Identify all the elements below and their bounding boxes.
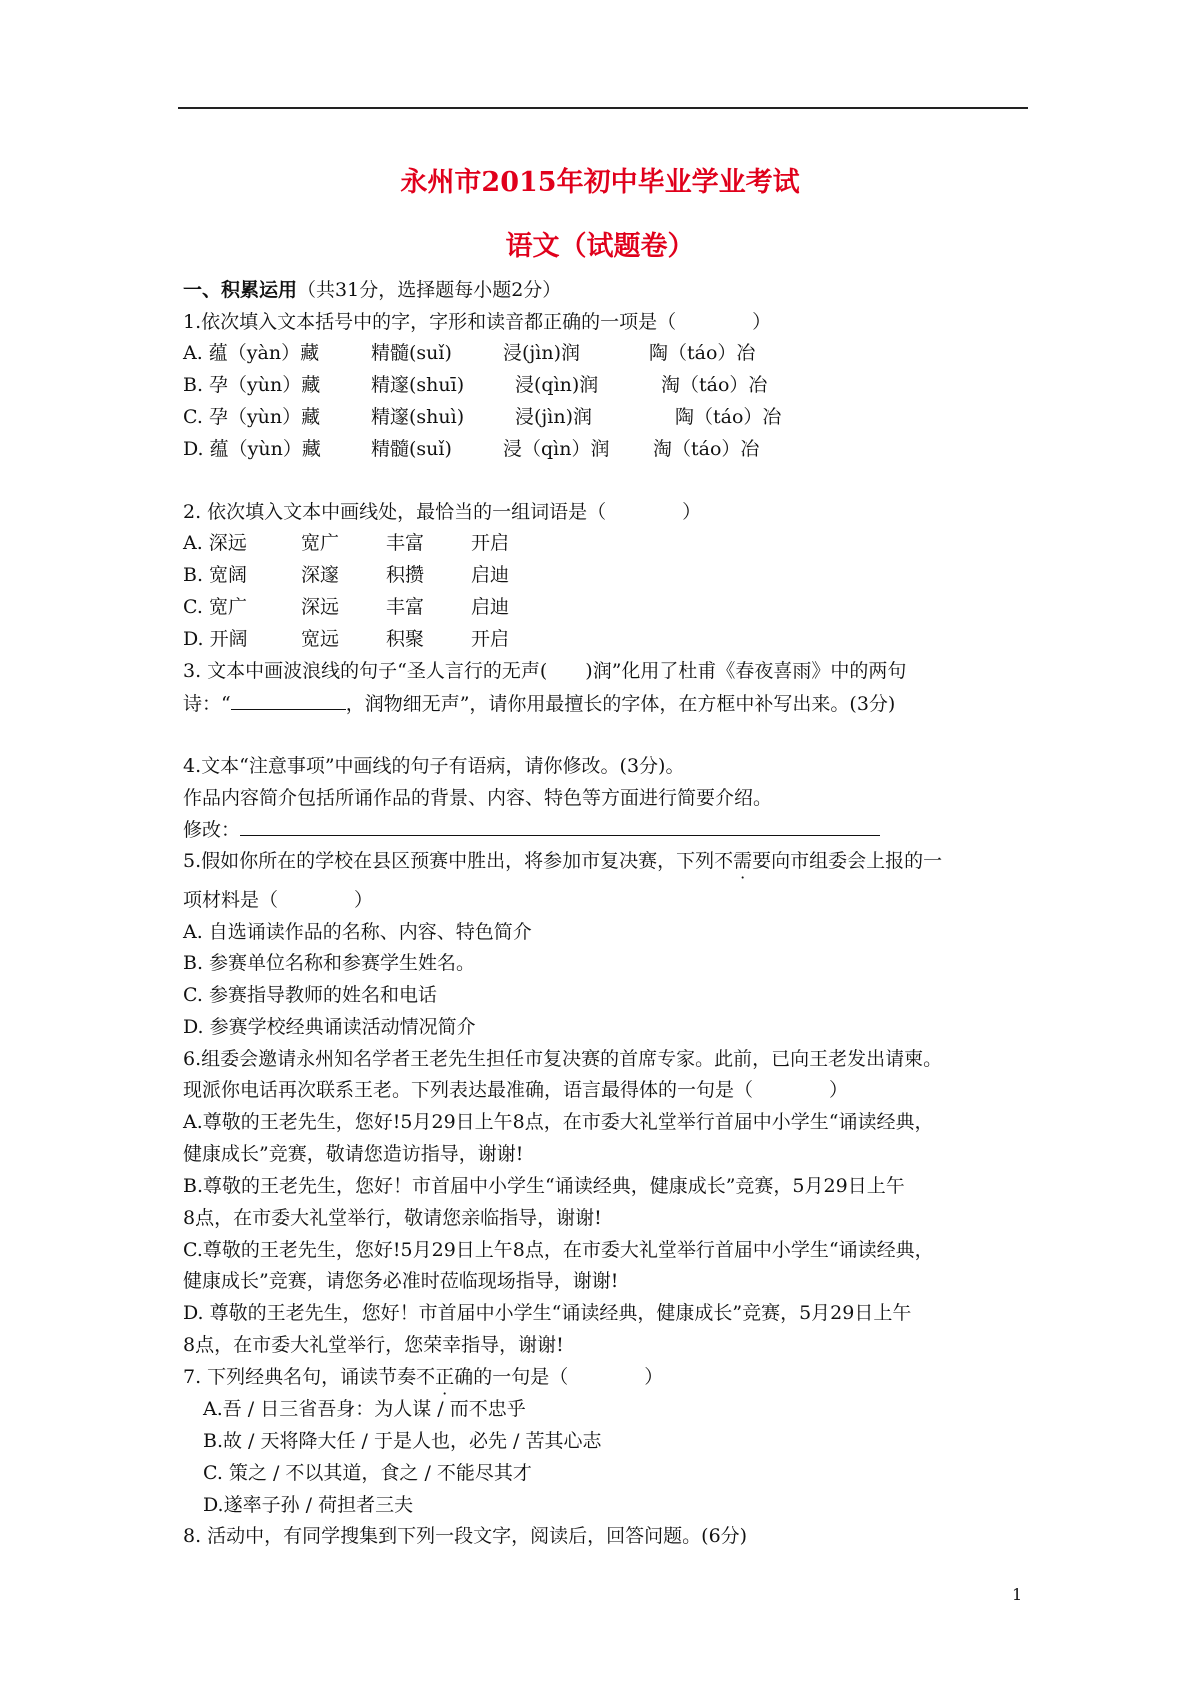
page-number: 1 <box>1012 1585 1023 1604</box>
q6-option-b-1: B.尊敬的王老先生，您好！市首届中小学生“诵读经典，健康成长”竞赛，5月29日上午 <box>183 1175 905 1197</box>
q6-option-b-2: 8点，在市委大礼堂举行，敬请您亲临指导，谢谢! <box>183 1207 602 1229</box>
emphasis-dotted-text: 不正确 <box>416 1366 474 1388</box>
q7-option-c: C. 策之 / 不以其道，食之 / 不能尽其才 <box>203 1462 532 1484</box>
q6-option-d-1: D. 尊敬的王老先生，您好！市首届中小学生“诵读经典，健康成长”竞赛，5月29日上午 <box>183 1302 912 1324</box>
q1-option-b: B. 孕（yùn）藏 精邃(shuī) 浸(qìn)润 淘（táo）冶 <box>183 374 768 396</box>
q4-sentence: 作品内容简介包括所诵作品的背景、内容、特色等方面进行简要介绍。 <box>183 787 773 809</box>
q1-option-c: C. 孕（yùn）藏 精邃(shuì) 浸(jìn)润 陶（táo）冶 <box>183 406 782 428</box>
q3-line-2: 诗：“ ，润物细无声”，请你用最擅长的字体，在方框中补写出来。(3分) <box>183 693 896 715</box>
exam-subtitle: 语文（试题卷） <box>505 231 695 262</box>
q6-line-1: 6.组委会邀请永州知名学者王老先生担任市复决赛的首席专家。此前，已向王老发出请柬。 <box>183 1048 943 1070</box>
q2-option-a: A. 深远 宽广 丰富 开启 <box>183 532 510 554</box>
q3-answer-blank[interactable] <box>231 691 346 710</box>
emphasis-dotted-text: 不需要 <box>714 850 772 872</box>
q2-option-b: B. 宽阔 深邃 积攒 启迪 <box>183 564 510 586</box>
q8-stem: 8. 活动中，有同学搜集到下列一段文字，阅读后，回答问题。(6分) <box>183 1525 748 1547</box>
q3-line-1: 3. 文本中画波浪线的句子“圣人言行的无声( )润”化用了杜甫《春夜喜雨》中的两句 <box>183 660 907 682</box>
q1-stem: 1.依次填入文本括号中的字，字形和读音都正确的一项是（ ） <box>183 311 772 333</box>
q4-answer-line: 修改： <box>183 817 880 842</box>
q2-option-d: D. 开阔 宽远 积聚 开启 <box>183 628 510 650</box>
q6-option-a-2: 健康成长”竞赛，敬请您造访指导，谢谢! <box>183 1143 524 1165</box>
q5-line-1: 5.假如你所在的学校在县区预赛中胜出，将参加市复决赛，下列不需要向市组委会上报的一 <box>183 850 943 872</box>
q4-answer-blank[interactable] <box>240 817 880 836</box>
q5-option-a: A. 自选诵读作品的名称、内容、特色简介 <box>183 921 532 943</box>
q2-option-c: C. 宽广 深远 丰富 启迪 <box>183 596 510 618</box>
q7-option-a: A.吾 / 日三省吾身：为人谋 / 而不忠乎 <box>203 1398 526 1420</box>
q5-option-d: D. 参赛学校经典诵读活动情况简介 <box>183 1016 476 1038</box>
q7-option-b: B.故 / 天将降大任 / 于是人也，必先 / 苦其心志 <box>203 1430 602 1452</box>
q1-option-d: D. 蕴（yùn）藏 精髓(suǐ) 浸（qìn）润 淘（táo）冶 <box>183 438 760 460</box>
header-rule <box>178 107 1028 109</box>
q7-option-d: D.遂率子孙 / 荷担者三夫 <box>203 1494 414 1516</box>
q6-option-c-2: 健康成长”竞赛，请您务必准时莅临现场指导，谢谢! <box>183 1270 619 1292</box>
q5-option-c: C. 参赛指导教师的姓名和电话 <box>183 984 437 1006</box>
section-title: 一、积累运用 <box>183 279 298 301</box>
q5-line-2: 项材料是（ ） <box>183 889 374 911</box>
exam-title: 永州市2015年初中毕业学业考试 <box>400 167 800 198</box>
q6-option-c-1: C.尊敬的王老先生，您好!5月29日上午8点，在市委大礼堂举行首届中小学生“诵读经典， <box>183 1239 934 1261</box>
q7-stem: 7. 下列经典名句，诵读节奏不正确的一句是（ ） <box>183 1366 664 1388</box>
q6-option-a-1: A.尊敬的王老先生，您好!5月29日上午8点，在市委大礼堂举行首届中小学生“诵读经典， <box>183 1111 934 1133</box>
q6-line-2: 现派你电话再次联系王老。下列表达最准确，语言最得体的一句是（ ） <box>183 1079 849 1101</box>
q2-stem: 2. 依次填入文本中画线处，最恰当的一组词语是（ ） <box>183 501 702 523</box>
q1-option-a: A. 蕴（yàn）藏 精髓(suǐ) 浸(jìn)润 陶（táo）冶 <box>183 342 756 364</box>
q6-option-d-2: 8点，在市委大礼堂举行，您荣幸指导，谢谢! <box>183 1334 564 1356</box>
q5-option-b: B. 参赛单位名称和参赛学生姓名。 <box>183 952 476 974</box>
q4-stem: 4.文本“注意事项”中画线的句子有语病，请你修改。(3分)。 <box>183 755 685 777</box>
section-note: （共31分，选择题每小题2分） <box>297 279 562 301</box>
section-heading <box>183 278 561 302</box>
